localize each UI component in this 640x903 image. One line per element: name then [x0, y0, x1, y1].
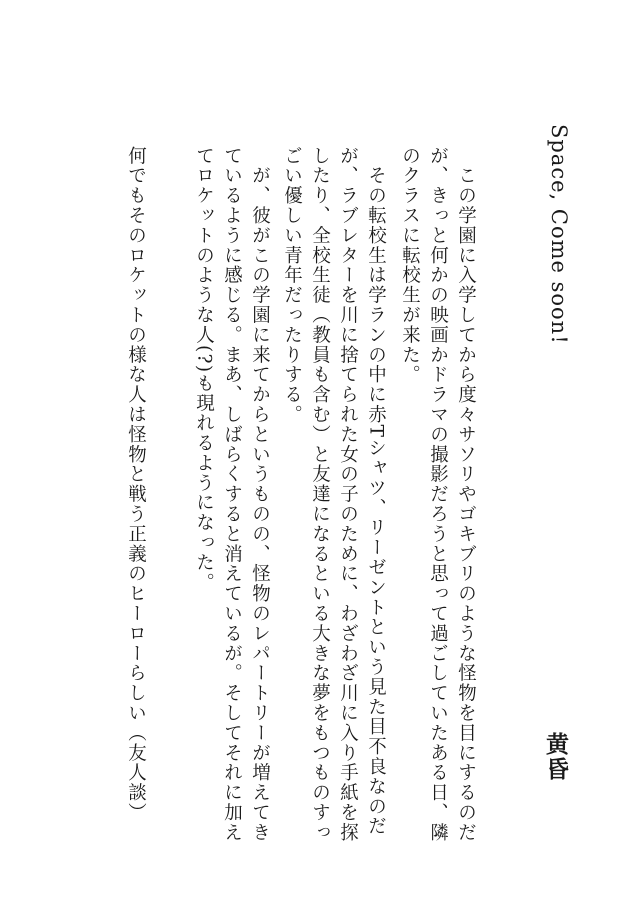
author-name: 黄昏 — [542, 732, 569, 782]
body-line: この学園に入学してから度々サソリやゴキブリのような怪物を目にするのだ — [455, 146, 477, 843]
body-line: が、彼がこの学園に来てからというものの、怪物のレパートリーが増えてき — [249, 146, 271, 843]
closing-line: 何でもそのロケットの様な人は怪物と戦う正義のヒーローらしい（友人談） — [125, 146, 147, 823]
body-line: したり、全校生徒（教員も含む）と友達になるといる大きな夢をもつものすっ — [309, 146, 331, 843]
body-line: てロケットのような人(?)も現れるようになった。 — [193, 146, 215, 593]
story-title: Space, Come soon! — [547, 124, 571, 345]
body-line: が、ラブレターを川に捨てられた女の子のために、わざわざ川に入り手紙を探 — [337, 146, 359, 843]
body-line: のクラスに転校生が来た。 — [399, 146, 421, 385]
body-line: その転校生は学ランの中に赤Tシャツ、リーゼントという見た目不良なのだ — [365, 146, 387, 837]
body-line: ているように感じる。まあ、しばらくすると消えているが。そしてそれに加え — [221, 146, 243, 843]
body-line: ごい優しい青年だったりする。 — [281, 146, 303, 425]
body-line: が、きっと何かの映画かドラマの撮影だろうと思って過ごしていたある日、隣 — [427, 146, 449, 843]
